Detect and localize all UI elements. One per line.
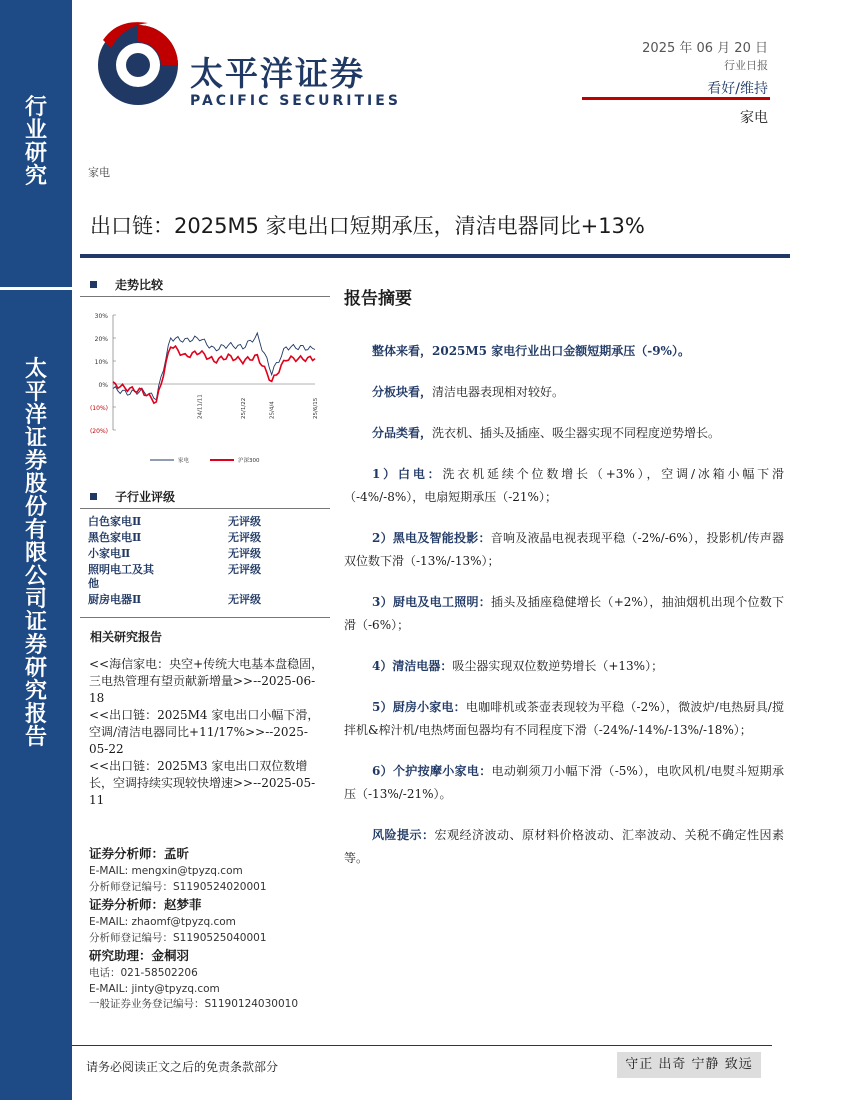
summary-paragraph bbox=[344, 381, 784, 404]
rating-name: 黑色家电Ⅱ bbox=[88, 531, 142, 544]
analyst-name: 证券分析师：孟昕 bbox=[89, 846, 190, 861]
logo-text-cn: 太平洋证券 bbox=[190, 54, 365, 93]
summary-lead: 风险提示： bbox=[372, 828, 435, 842]
summary-paragraph bbox=[344, 422, 784, 445]
trend-heading: 走势比较 bbox=[90, 276, 163, 293]
rating-value: 无评级 bbox=[228, 531, 261, 544]
summary-lead: 分板块看， bbox=[372, 385, 433, 399]
analyst-name: 证券分析师：赵梦菲 bbox=[89, 897, 202, 912]
summary-lead: 1）白电： bbox=[372, 467, 443, 481]
sidebar bbox=[0, 0, 72, 1100]
rating-row bbox=[88, 531, 328, 545]
summary-paragraph bbox=[344, 824, 784, 870]
rating-value: 无评级 bbox=[228, 515, 261, 528]
related-heading: 相关研究报告 bbox=[90, 630, 163, 644]
analyst-detail: 一般证券业务登记编号：S1190124030010 bbox=[89, 998, 299, 1010]
analyst-info bbox=[89, 844, 329, 1013]
summary-body bbox=[344, 340, 784, 888]
y-tick-label: 30% bbox=[94, 313, 108, 320]
industry-rating: 看好/维持 bbox=[707, 81, 768, 97]
x-tick-label: 25/6/15 bbox=[313, 397, 319, 419]
analyst-name: 研究助理：金桐羽 bbox=[89, 948, 190, 963]
rating-name: 小家电Ⅱ bbox=[88, 547, 131, 560]
x-tick-label: 24/11/11 bbox=[197, 394, 204, 419]
summary-text: 清洁电器表现相对较好。 bbox=[432, 385, 565, 399]
y-tick-label: (20%) bbox=[89, 428, 108, 435]
report-title: 出口链：2025M5 家电出口短期承压，清洁电器同比+13% bbox=[90, 214, 645, 238]
summary-lead: 5）厨房小家电： bbox=[372, 700, 466, 714]
category-label: 家电 bbox=[88, 166, 110, 179]
y-tick-label: 0% bbox=[98, 382, 108, 389]
related-item: <<出口链：2025M3 家电出口双位数增长，空调持续实现较快增速>>--2025-05-11 bbox=[89, 759, 316, 807]
analyst-detail: E-MAIL: jinty@tpyzq.com bbox=[89, 982, 220, 995]
series-line-appliance bbox=[113, 333, 315, 400]
summary-lead: 4）清洁电器： bbox=[372, 659, 453, 673]
analyst-detail: 分析师登记编号：S1190525040001 bbox=[89, 931, 267, 944]
summary-text: 宏观经济波动、原材料价格波动、汇率波动、关税不确定性因素等。 bbox=[344, 828, 784, 865]
company-logo-icon bbox=[93, 18, 183, 108]
trend-chart bbox=[80, 305, 330, 473]
summary-paragraph bbox=[344, 340, 784, 363]
rating-row bbox=[88, 547, 328, 561]
summary-paragraph bbox=[344, 591, 784, 637]
sidebar-org: 太 平 洋 证 券 股 份 有 限 公 司 证 券 研 究 报 告 bbox=[24, 356, 47, 750]
summary-lead: 2）黑电及智能投影： bbox=[372, 531, 491, 545]
rating-row bbox=[88, 593, 328, 607]
y-tick-label: (10%) bbox=[89, 405, 108, 412]
summary-text: 插头及插座稳健增长（+2%），抽油烟机出现个位数下滑（-6%）； bbox=[344, 595, 784, 632]
summary-lead: 6）个护按摩小家电： bbox=[372, 764, 492, 778]
report-date: 2025 年 06 月 20 日 bbox=[642, 41, 768, 56]
rating-value: 无评级 bbox=[228, 593, 261, 606]
analyst-detail: 分析师登记编号：S1190524020001 bbox=[89, 880, 267, 893]
sidebar-category: 行 业 研 究 bbox=[24, 94, 47, 189]
report-type: 行业日报 bbox=[724, 59, 768, 72]
summary-lead: 3）厨电及电工照明： bbox=[372, 595, 492, 609]
sub-industry-heading: 子行业评级 bbox=[90, 488, 175, 505]
analyst-detail: E-MAIL: zhaomf@tpyzq.com bbox=[89, 916, 236, 928]
summary-text: 音响及液晶电视表现平稳（-2%/-6%），投影机/传声器双位数下滑（-13%/-13%）； bbox=[344, 531, 784, 568]
series-line-hs300 bbox=[113, 346, 315, 403]
related-item: <<出口链：2025M4 家电出口小幅下滑，空调/清洁电器同比+11/17%>>--2025-05-22 bbox=[89, 708, 320, 756]
rating-name: 厨房电器Ⅱ bbox=[88, 593, 142, 606]
summary-lead: 整体来看，2025M5 家电行业出口金额短期承压（-9%）。 bbox=[372, 344, 690, 358]
related-item: <<海信家电：央空+传统大电基本盘稳固，三电热管理有望贡献新增量>>--2025-06-18 bbox=[89, 657, 324, 705]
summary-heading: 报告摘要 bbox=[344, 289, 412, 309]
header-divider bbox=[582, 97, 770, 100]
rating-name: 白色家电Ⅱ bbox=[88, 515, 142, 528]
summary-text: 吸尘器实现双位数逆势增长（+13%）； bbox=[452, 659, 664, 673]
summary-text: 电动剃须刀小幅下滑（-5%），电吹风机/电熨斗短期承压（-13%/-21%）。 bbox=[344, 764, 785, 801]
summary-text: 电咖啡机或茶壶表现较为平稳（-2%），微波炉/电热厨具/搅拌机&榨汁机/电热烤面包器均有不同程度下滑（-24%/-14%/-13%/-18%）； bbox=[344, 700, 784, 737]
rating-value: 无评级 bbox=[228, 563, 261, 576]
sub-industry-ratings bbox=[88, 515, 328, 609]
analyst-detail: E-MAIL: mengxin@tpyzq.com bbox=[89, 865, 243, 877]
summary-paragraph bbox=[344, 760, 784, 806]
rating-row bbox=[88, 515, 328, 529]
rating-value: 无评级 bbox=[228, 547, 261, 560]
rating-row bbox=[88, 563, 328, 591]
summary-paragraph bbox=[344, 527, 784, 573]
related-list bbox=[89, 656, 325, 809]
footer-slogan: 守正 出奇 宁静 致远 bbox=[617, 1052, 761, 1078]
y-tick-label: 10% bbox=[94, 359, 108, 366]
rating-name: 照明电工及其他 bbox=[88, 563, 154, 590]
x-tick-label: 25/1/22 bbox=[240, 397, 247, 419]
analyst-detail: 电话：021-58502206 bbox=[89, 967, 198, 979]
summary-text: 洗衣机延续个位数增长（+3%），空调/冰箱小幅下滑（-4%/-8%），电扇短期承压（-21%）； bbox=[344, 467, 785, 504]
header-industry: 家电 bbox=[740, 110, 768, 126]
summary-paragraph bbox=[344, 463, 784, 509]
summary-lead: 分品类看， bbox=[372, 426, 433, 440]
footer-disclaimer: 请务必阅读正文之后的免责条款部分 bbox=[86, 1060, 279, 1074]
summary-paragraph bbox=[344, 655, 784, 678]
x-tick-label: 25/4/4 bbox=[269, 401, 276, 419]
legend-label: 沪深300 bbox=[238, 458, 260, 464]
y-tick-label: 20% bbox=[94, 336, 108, 343]
title-divider bbox=[80, 254, 790, 258]
legend-label: 家电 bbox=[178, 458, 190, 464]
summary-paragraph bbox=[344, 696, 784, 742]
logo-text-en: PACIFIC SECURITIES bbox=[190, 93, 401, 109]
summary-text: 洗衣机、插头及插座、吸尘器实现不同程度逆势增长。 bbox=[432, 426, 721, 440]
